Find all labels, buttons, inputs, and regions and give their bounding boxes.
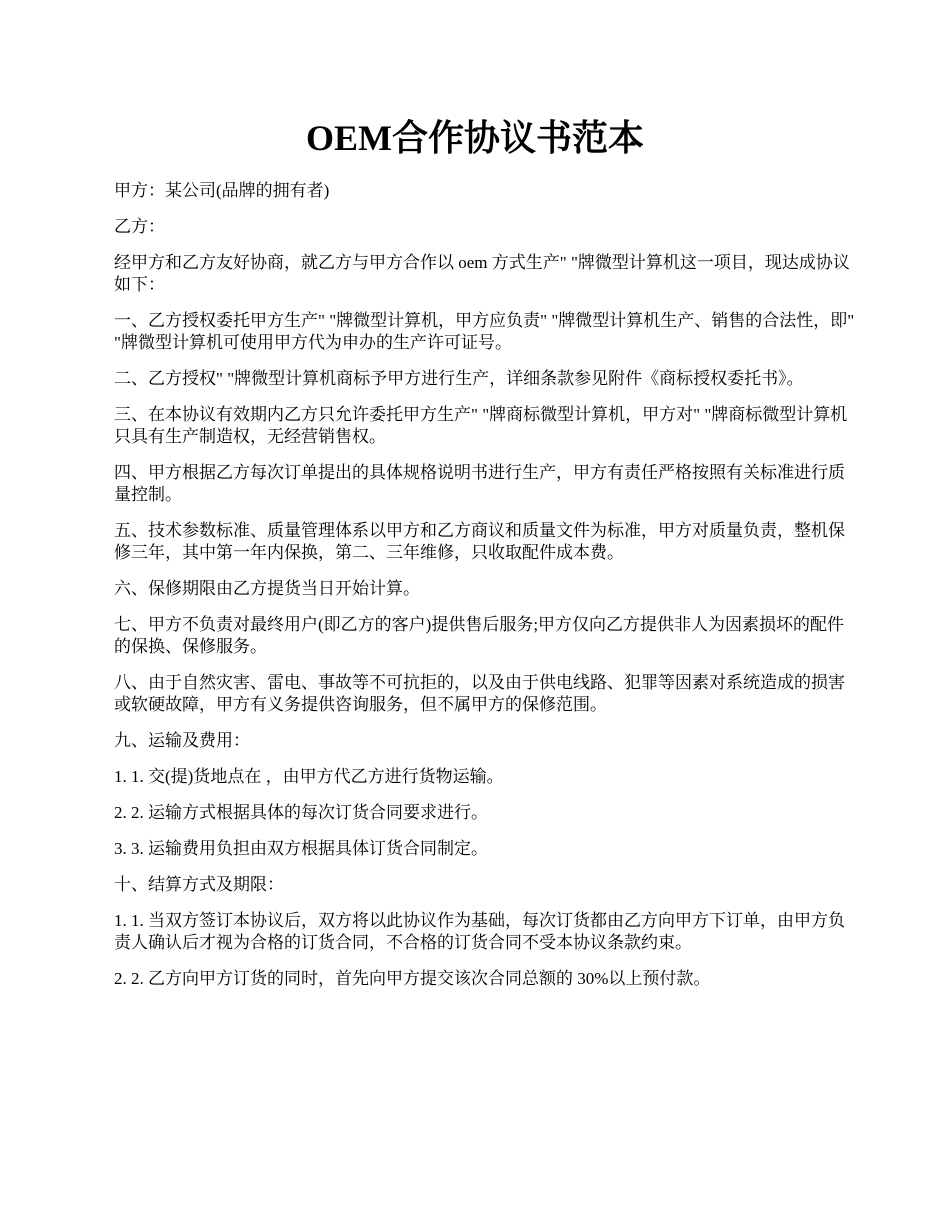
party-a-line: 甲方：某公司(品牌的拥有者) [114, 181, 330, 200]
clause-2: 二、乙方授权" "牌微型计算机商标予甲方进行生产，详细条款参见附件《商标授权委托书》。 [114, 369, 804, 388]
preamble-paragraph: 经甲方和乙方友好协商，就乙方与甲方合作以 oem 方式生产" "牌微型计算机这一项目，现达成协议如下： [114, 253, 850, 294]
clause-4: 四、甲方根据乙方每次订单提出的具体规格说明书进行生产，甲方有责任严格按照有关标准进行质量控制。 [114, 463, 845, 504]
clause-9-item-2: 2. 2. 运输方式根据具体的每次订货合同要求进行。 [114, 803, 488, 822]
clause-10-item-2: 2. 2. 乙方向甲方订货的同时，首先向甲方提交该次合同总额的 30%以上预付款。 [114, 969, 711, 988]
clause-7: 七、甲方不负责对最终用户(即乙方的客户)提供售后服务;甲方仅向乙方提供非人为因素损坏的配件的保换、保修服务。 [114, 615, 845, 656]
party-b-line: 乙方： [114, 217, 165, 236]
clause-6: 六、保修期限由乙方提货当日开始计算。 [114, 579, 420, 598]
clause-9-heading: 九、运输及费用： [114, 731, 250, 750]
clause-10-item-1: 1. 1. 当双方签订本协议后，双方将以此协议作为基础，每次订货都由乙方向甲方下订单，由甲方负责人确认后才视为合格的订货合同，不合格的订货合同不受本协议条款约束。 [114, 911, 845, 952]
clause-5: 五、技术参数标准、质量管理体系以甲方和乙方商议和质量文件为标准，甲方对质量负责，整机保修三年，其中第一年内保换，第二、三年维修，只收取配件成本费。 [114, 521, 845, 562]
clause-8: 八、由于自然灾害、雷电、事故等不可抗拒的，以及由于供电线路、犯罪等因素对系统造成的损害或软硬故障，甲方有义务提供咨询服务，但不属甲方的保修范围。 [114, 673, 845, 714]
document-body [114, 180, 860, 1004]
clause-10-heading: 十、结算方式及期限： [114, 875, 284, 894]
document-title: OEM合作协议书范本 [306, 118, 644, 158]
clause-9-item-3: 3. 3. 运输费用负担由双方根据具体订货合同制定。 [114, 839, 488, 858]
clause-9-item-1: 1. 1. 交(提)货地点在 ，由甲方代乙方进行货物运输。 [114, 767, 504, 786]
clause-1: 一、乙方授权委托甲方生产" "牌微型计算机，甲方应负责" "牌微型计算机生产、销售的合法性，即" "牌微型计算机可使用甲方代为申办的生产许可证号。 [114, 311, 855, 352]
clause-3: 三、在本协议有效期内乙方只允许委托甲方生产" "牌商标微型计算机，甲方对" "牌商标微型计算机只具有生产制造权，无经营销售权。 [114, 405, 848, 446]
